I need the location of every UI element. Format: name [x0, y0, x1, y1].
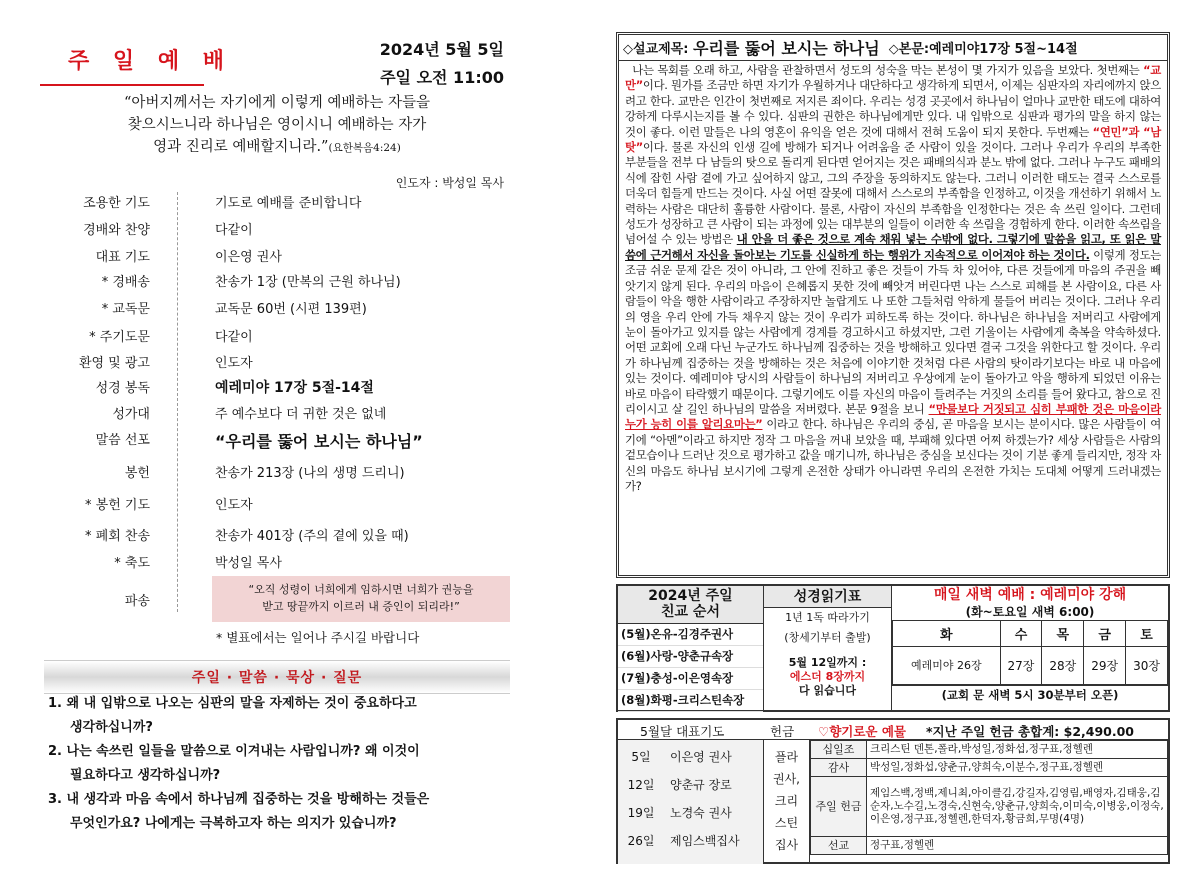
order-label: 성경 봉독	[95, 381, 150, 396]
question-item	[48, 788, 514, 836]
order-value: 찬송가 1장 (만복의 근원 하나님)	[215, 275, 401, 290]
order-row	[40, 219, 514, 245]
dawn-day: 토	[1126, 621, 1168, 647]
order-label: 파송	[124, 594, 150, 609]
order-value: 인도자	[215, 356, 253, 371]
page-title: 주 일 예 배	[68, 49, 232, 74]
offering-people	[764, 740, 810, 864]
rep-name: 노경숙 권사	[670, 806, 732, 820]
service-date: 2024년 5월 5일	[379, 40, 504, 59]
dawn-footnote: (교회 문 새벽 5시 30분부터 오픈)	[892, 685, 1168, 704]
order-row	[40, 552, 514, 578]
order-value: 교독문 60번 (시편 139편)	[215, 302, 367, 317]
prayer-offering-band	[616, 718, 1170, 864]
rep-date: 12일	[627, 778, 655, 792]
dawn-day: 목	[1042, 621, 1084, 647]
offering-title: 헌금	[770, 724, 795, 739]
leader: 인도자 : 박성일 목사	[395, 176, 504, 190]
giver-names: 제임스백,정백,제니최,아이클김,강길자,김영림,배영자,김태웅,김순자,노수길,노경숙,신현숙,양춘규,양희숙,이미숙,이병웅,이정숙,이은영,정구표,정헬렌,한덕자,황금희,무명(4명)	[867, 777, 1168, 837]
order-value: 찬송가 401장 (주의 곁에 있을 때)	[215, 529, 409, 544]
question-text: 1. 왜 내 입밖으로 나오는 심판의 말을 자제하는 것이 중요하다고	[48, 696, 417, 711]
giver-category: 십일조	[811, 741, 867, 759]
bible-reading-title: 성경읽기표	[764, 586, 891, 608]
order-label: * 봉헌 기도	[85, 498, 150, 513]
order-row	[40, 429, 514, 455]
question-item	[48, 692, 514, 740]
giver-names: 박성일,정화섭,양춘규,양희숙,이분수,정구표,정헬렌	[867, 759, 1168, 777]
dawn-chapter: 30장	[1126, 647, 1168, 685]
order-row	[40, 462, 514, 488]
schedule-band	[616, 584, 1170, 712]
dawn-subtitle: (화~토요일 새벽 6:00)	[965, 605, 1095, 619]
order-value: 인도자	[215, 498, 253, 513]
dawn-chapter: 29장	[1084, 647, 1126, 685]
order-label: * 교독문	[101, 302, 150, 317]
bible-goal-date: 5월 12일까지 :	[788, 656, 867, 669]
title-underline	[40, 84, 204, 86]
bible-reading-goal	[770, 656, 885, 698]
bible-reading-sub: 1년 1독 따라가기	[785, 611, 870, 624]
fellowship-item: (7월)충성-이은영속장	[618, 668, 763, 690]
fellowship-order	[618, 586, 764, 710]
order-value: 이은영 권사	[215, 250, 282, 265]
giver-category: 선교	[811, 837, 867, 855]
giver-row	[811, 741, 1168, 759]
offering-person: 권사,	[773, 772, 800, 786]
order-label: 대표 기도	[95, 250, 150, 265]
question-text-cont: 필요하다고 생각하십니까?	[70, 768, 221, 783]
dawn-chapter: 예레미야 26장	[893, 647, 1001, 685]
rep-date: 19일	[627, 806, 655, 820]
sermon-highlight: “교만”	[625, 63, 1161, 93]
questions-title: 주일 · 말씀 · 묵상 · 질문	[44, 660, 510, 694]
dawn-chapter: 27장	[1000, 647, 1042, 685]
verse-line-1: “아버지께서는 자기에게 이렇게 예배하는 자들을	[124, 95, 430, 111]
giver-names: 크리스틴 덴톤,폴라,박성일,정화섭,정구표,정헬렌	[867, 741, 1168, 759]
sermon-highlight: “연민”과 “남 탓”	[625, 124, 1161, 155]
sermon-text: 이다. 물론 자신의 인생 길에 방해가 되거나 어려움을 준 사람이 있을 것이다. 그러나 우리가 우리의 부족한 부분들을 전부 다 남들의 탓으로 돌리게 된다면 얻어지는 것은 패배의식과 분노 밖에 없다. 그러나 누구도 패배의식에 잡힌 사람 곁에 가고 싶어하지 않고, 그의 주장을 동의하지도 않는다. 그러니 이러한 태도는 결국 스스로를 더욱더 힘들게 만드는 것이다. 사실 어떤 잘못에 대해서 스스로의 부족함을 인정하고, 이것을 개선하기 위해서 노력하는 사람은 대단히 훌륭한 사람이다. 물론, 사람이 자신의 부족함을 인정한다는 것은 속 쓰린 일이다. 그런데 성도가 성장하고 큰 사람이 되는 과정에 있는 대부분의 일들이 이러한 속 쓰림을 경험하게 한다. 이러한 속쓰림을 넘어설 수 있는 방법은	[625, 140, 1161, 247]
fellowship-title-1: 2024년 주일	[648, 588, 733, 604]
questions-list	[48, 692, 514, 836]
fragrant-offering-title: ♡향기로운 예물	[818, 724, 907, 739]
offering-person: 플라	[774, 750, 799, 764]
offering-total: *지난 주일 헌금 총합계: $2,490.00	[926, 724, 1134, 739]
dawn-chapter: 28장	[1042, 647, 1084, 685]
sermon-scripture: ◇본문:예레미야17장 5절~14절	[888, 42, 1078, 57]
order-value: 박성일 목사	[215, 556, 282, 571]
sermon-text: 이렇게 정도는 조금 쉬운 문제 같은 것이 아니라, 그 안에 진하고 좋은 것들이 가득 차 있어야, 다른 것들에게 마음의 주권을 빼앗기지 않게 된다. 우리의 마음이 은혜롭지 못한 것에 빼앗겨 버린다면 나는 스스로 피해를 본 사람이요, 다른 사람들이 악을 행한 사람이라고 주장하지만 놀랍게도 나 또한 그들처럼 악하게 물들어 버리는 것이다. 그러나 우리의 영을 우리 안에 가득 채우지 않는 것이 우리가 피하도록 하는 것이다. 하나님은 하나님을 저버리고 사람에게 눈이 돌아가고 있지를 않는 사람에게 경계를 경고하시고 하셨지만, 그런 기울이는 사람에게 축복을 약속하셨다. 어떤 교회에 오래 다닌 누군가도 하나님께 집중하는 것을 방해하고 있다면 결국 그것을 위한다고 할 것이다. 우리가 하나님께 집중하는 것을 방해하는 것은 처음에 이야기한 것처럼 다른 사람의 탓이라기보다는 바로 내 마음에 있는 것이다. 예레미야 당시의 사람들이 하나님의 저버리고 우상에게 눈이 돌아가고 악을 행하게 되었던 이유는 바로 마음이 타락했기 때문이다. 그렇기에도 이를 자신의 마음이 들려주는 거짓의 소리를 들어 왔다고, 참으로 진리이시고 살 길인 하나님의 말씀을 저버렸다. 본문 9절을 보니	[625, 247, 1161, 416]
order-value: 주 예수보다 더 귀한 것은 없네	[215, 407, 387, 422]
order-row	[40, 246, 514, 272]
giver-category: 주일 헌금	[811, 777, 867, 837]
sermon-label: ◇설교제목:	[623, 42, 689, 57]
order-label: 말씀 선포	[95, 433, 150, 448]
sermon-title: “우리를 뚫어 보시는 하나님”	[215, 432, 423, 451]
sendoff-line-2: 받고 땅끝까지 이르러 내 증인이 되리라!”	[262, 600, 460, 613]
question-text-cont: 생각하십니까?	[70, 720, 153, 735]
order-label: 성가대	[112, 407, 150, 422]
order-row	[40, 192, 514, 218]
rep-date: 26일	[627, 834, 655, 848]
fellowship-item: (6월)사랑-양춘규속장	[618, 646, 763, 668]
sermon-box	[616, 32, 1170, 578]
band-header	[618, 720, 1168, 740]
standing-note: * 별표에서는 일어나 주시길 바랍니다	[216, 630, 420, 645]
sermon-text: 이다. 뭔가를 조금만 하면 자기가 우월하거나 대단하다고 생각하게 되면서, 이제는 심판자의 자리에까지 앉으려고 한다. 교만은 인간이 첫번째로 저지른 죄이다. 우리는 성경 곳곳에서 하나님이 얼마나 교만한 태도에 대하여 강하게 다루시는지를 볼 수 있다. 심판의 권한은 하나님에게만 있다. 내 입밖으로 심판과 평가의 말을 하지 않는 것이 좋다. 이런 말들은 나의 영혼이 유익을 얻은 것에 대해서 전혀 도움이 되지 못한다. 두번째는	[625, 78, 1161, 139]
order-label: * 축도	[114, 556, 150, 571]
sermon-heading: 우리를 뚫어 보시는 하나님	[692, 39, 880, 58]
rep-prayer-title: 5월달 대표기도	[640, 724, 725, 739]
rep-name: 양춘규 장로	[670, 778, 732, 792]
question-text: 3. 내 생각과 마음 속에서 하나님께 집중하는 것을 방해하는 것들은	[48, 792, 430, 807]
fellowship-title-2: 친교 순서	[661, 604, 720, 620]
order-value: 예레미야 17장 5절-14절	[215, 380, 374, 396]
order-label: 봉헌	[124, 466, 150, 481]
order-row	[40, 377, 514, 403]
order-value: 기도로 예배를 준비합니다	[215, 196, 362, 211]
verse-line-3	[40, 136, 514, 159]
order-row	[40, 525, 514, 551]
order-label: * 경배송	[101, 275, 150, 290]
sendoff-verse	[212, 576, 510, 622]
offering-person: 크리	[774, 794, 799, 808]
bible-reading-plan	[764, 586, 892, 710]
opening-verse	[40, 92, 514, 159]
sermon-header	[619, 35, 1167, 61]
verse-text: 영과 진리로 예배할지니라.”	[153, 139, 329, 155]
fellowship-item: (5월)온유-김경주권사	[618, 624, 763, 646]
dawn-service	[892, 586, 1168, 710]
order-label: 경배와 찬양	[83, 223, 150, 238]
worship-order-page	[40, 28, 514, 888]
giver-row	[811, 837, 1168, 855]
rep-prayer-row	[618, 828, 764, 854]
givers-table	[810, 740, 1168, 855]
order-row	[40, 298, 514, 324]
rep-prayer-list	[618, 740, 764, 864]
rep-prayer-row	[618, 772, 764, 798]
order-row	[40, 403, 514, 429]
fellowship-item: (8월)화평-크리스틴속장	[618, 690, 763, 712]
giver-names: 정구표,정헬렌	[867, 837, 1168, 855]
offering-person: 스틴	[774, 816, 799, 830]
offering-person: 집사	[774, 838, 799, 852]
giver-row	[811, 759, 1168, 777]
dawn-day: 금	[1084, 621, 1126, 647]
order-value: 다같이	[215, 330, 253, 345]
sermon-body	[619, 61, 1167, 494]
rep-name: 제임스백집사	[670, 834, 740, 848]
order-label: 환영 및 광고	[78, 356, 150, 371]
rep-prayer-row	[618, 744, 764, 770]
order-label: * 폐회 찬송	[85, 529, 150, 544]
offering-givers	[810, 740, 1168, 855]
sermon-text: 나는 목회를 오래 하고, 사람을 관찰하면서 성도의 성숙을 막는 본성이 몇 가지가 있음을 보았다. 첫번째는	[632, 63, 1144, 77]
rep-prayer-row	[618, 800, 764, 826]
bible-reading-sub: (창세기부터 출발)	[784, 631, 871, 644]
rep-name: 이은영 권사	[670, 750, 732, 764]
question-item	[48, 740, 514, 788]
rep-date: 5일	[631, 750, 651, 764]
dawn-day: 수	[1000, 621, 1042, 647]
sermon-text: 이라고 한다. 하나님은 우리의 중심, 곧 마음을 보시는 분이시다. 많은 사람들이 여기에 “아멘”이라고 하지만 정작 그 마음을 꺼내 보았을 때, 부패해 있다면 어찌 하겠는가? 세상 사람들은 사람의 겉모습이나 드러난 것으로 평가하고 값을 매기니까, 하나님은 중심을 보신다는 것이 기분 좋게 들리지만, 정작 자신의 마음도 하나님 보시기에 그렇게 온전한 상태가 아니라면 우리의 온전한 가치는 도대체 어떻게 드러내겠는가?	[625, 417, 1162, 493]
order-value: 다같이	[215, 223, 253, 238]
order-row	[40, 352, 514, 378]
question-text-cont: 무엇인가요? 나에게는 극복하고자 하는 의지가 있습니까?	[70, 816, 397, 831]
service-datetime	[380, 36, 504, 92]
verse-line-2: 찾으시느니라 하나님은 영이시니 예배하는 자가	[127, 117, 427, 133]
order-value: 찬송가 213장 (나의 생명 드리니)	[215, 466, 405, 481]
order-label: * 주기도문	[89, 330, 150, 345]
fellowship-title	[618, 586, 763, 624]
bible-goal-note: 다 읽습니다	[799, 684, 856, 697]
order-row	[40, 326, 514, 352]
giver-category: 감사	[811, 759, 867, 777]
dawn-day: 화	[893, 621, 1001, 647]
order-row	[40, 494, 514, 520]
dawn-title: 매일 새벽 예배 : 예레미야 강해	[933, 587, 1127, 603]
bible-goal-target: 에스더 8장까지	[789, 670, 866, 683]
sendoff-line-1: “오직 성령이 너희에게 임하시면 너희가 권능을	[248, 583, 474, 596]
sermon-emphasis: 내 안을 더 좋은 것으로 계속 채워 넣는 수밖에 없다. 그렇기에 말씀을 읽고, 또 읽은 말씀에 근거해서 자신을 돌아보는 기도를 신실하게 하는 행위가 지속적으로 이어져야 하는 것이다.	[625, 232, 1161, 262]
giver-row	[811, 777, 1168, 837]
dawn-table	[892, 620, 1168, 685]
order-label: 조용한 기도	[83, 196, 150, 211]
service-time: 주일 오전 11:00	[380, 68, 504, 87]
verse-reference: (요한복음4:24)	[328, 142, 401, 154]
sermon-highlight: “만물보다 거짓되고 심히 부패한 것은 마음이라 누가 능히 이를 알리요마는”	[625, 401, 1161, 432]
question-text: 2. 나는 속쓰린 일들을 말씀으로 이겨내는 사람입니까? 왜 이것이	[48, 744, 420, 759]
order-row	[40, 271, 514, 297]
